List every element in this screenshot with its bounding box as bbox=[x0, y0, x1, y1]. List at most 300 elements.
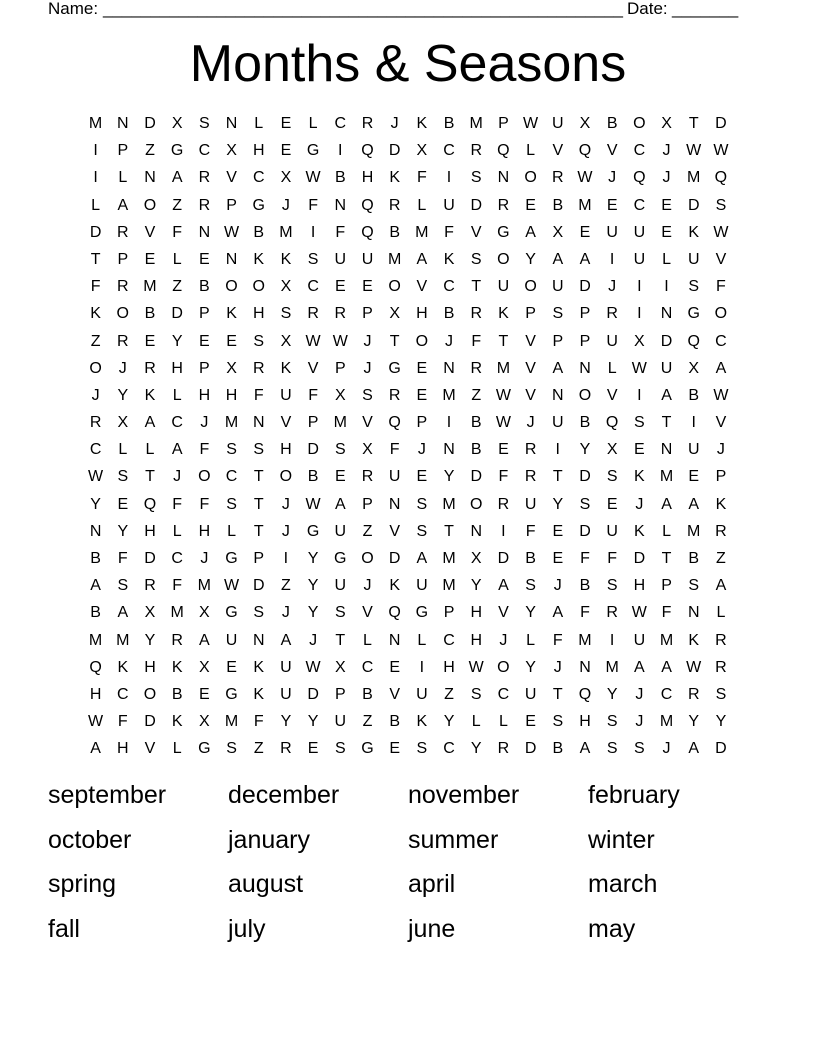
grid-cell: V bbox=[144, 740, 156, 758]
grid-cell: F bbox=[552, 631, 563, 649]
grid-cell: I bbox=[637, 278, 642, 296]
grid-cell: R bbox=[524, 441, 537, 459]
grid-cell: O bbox=[578, 386, 592, 404]
grid-cell: H bbox=[280, 441, 292, 459]
grid-cell: E bbox=[362, 278, 373, 296]
grid-cell: T bbox=[90, 250, 101, 268]
grid-cell: S bbox=[280, 305, 292, 323]
grid-cell: L bbox=[526, 142, 536, 160]
grid-cell: Z bbox=[145, 142, 155, 160]
grid-cell: D bbox=[89, 223, 102, 241]
grid-cell: J bbox=[716, 441, 725, 459]
grid-cell: J bbox=[91, 386, 100, 404]
grid-cell: B bbox=[362, 685, 373, 703]
grid-cell: B bbox=[443, 305, 455, 323]
grid-cell: J bbox=[553, 658, 562, 676]
grid-cell: O bbox=[633, 115, 646, 132]
grid-cell: L bbox=[118, 169, 128, 187]
grid-cell: H bbox=[89, 685, 102, 703]
grid-cell: G bbox=[225, 550, 238, 567]
grid-cell: X bbox=[117, 414, 129, 432]
grid-cell: K bbox=[280, 359, 292, 377]
grid-cell: D bbox=[579, 522, 591, 540]
grid-cell: E bbox=[416, 386, 428, 404]
grid-cell: B bbox=[552, 196, 564, 214]
grid-cell: H bbox=[198, 522, 211, 540]
grid-cell: B bbox=[90, 604, 101, 622]
grid-cell: X bbox=[199, 604, 210, 622]
grid-cell: N bbox=[660, 305, 673, 323]
grid-cell: D bbox=[470, 468, 482, 486]
grid-cell: U bbox=[280, 658, 292, 676]
grid-cell: N bbox=[443, 359, 455, 377]
grid-cell: G bbox=[306, 142, 320, 160]
grid-cell: M bbox=[659, 631, 674, 649]
grid-cell: J bbox=[363, 359, 372, 377]
grid-cell: A bbox=[498, 577, 509, 595]
grid-cell: R bbox=[89, 414, 102, 432]
grid-cell: S bbox=[416, 740, 428, 758]
grid-cell: P bbox=[307, 414, 319, 432]
grid-cell: I bbox=[446, 414, 452, 432]
grid-cell: Y bbox=[171, 332, 183, 350]
grid-cell: E bbox=[606, 196, 618, 214]
grid-cell: G bbox=[225, 604, 238, 622]
grid-cell: J bbox=[200, 550, 209, 567]
grid-cell: M bbox=[578, 631, 592, 649]
grid-cell: O bbox=[469, 495, 483, 513]
grid-cell: N bbox=[443, 441, 455, 459]
grid-cell: U bbox=[633, 223, 646, 241]
grid-cell: K bbox=[416, 115, 428, 132]
grid-cell: S bbox=[253, 441, 265, 459]
grid-cell: U bbox=[280, 386, 292, 404]
grid-cell: O bbox=[225, 278, 238, 296]
grid-cell: J bbox=[390, 115, 399, 132]
grid-cell: Z bbox=[444, 685, 454, 703]
grid-cell: E bbox=[688, 468, 700, 486]
grid-cell: D bbox=[171, 305, 183, 323]
word-bank-item: october bbox=[48, 825, 132, 854]
grid-cell: V bbox=[144, 223, 156, 241]
grid-cell: L bbox=[417, 196, 427, 214]
grid-cell: F bbox=[199, 441, 210, 459]
grid-cell: W bbox=[686, 142, 702, 160]
grid-cell: Y bbox=[688, 713, 700, 731]
grid-cell: E bbox=[552, 522, 564, 540]
grid-cell: Q bbox=[361, 142, 374, 160]
grid-cell: I bbox=[501, 522, 506, 540]
grid-cell: R bbox=[144, 359, 156, 377]
grid-cell: B bbox=[552, 740, 564, 758]
grid-cell: A bbox=[715, 577, 727, 595]
grid-cell: M bbox=[197, 577, 211, 595]
grid-cell: S bbox=[117, 577, 129, 595]
grid-cell: R bbox=[117, 223, 129, 241]
grid-cell: A bbox=[715, 359, 727, 377]
grid-cell: A bbox=[688, 740, 700, 758]
grid-cell: T bbox=[389, 332, 400, 350]
grid-cell: J bbox=[553, 577, 562, 595]
grid-cell: K bbox=[144, 386, 156, 404]
word-bank-item: march bbox=[588, 870, 658, 898]
grid-cell: X bbox=[470, 550, 482, 567]
grid-cell: J bbox=[281, 604, 290, 622]
grid-cell: T bbox=[552, 685, 563, 703]
grid-cell: M bbox=[333, 414, 347, 432]
grid-cell: C bbox=[171, 414, 183, 432]
grid-cell: D bbox=[144, 550, 156, 567]
grid-cell: W bbox=[631, 604, 647, 622]
grid-cell: W bbox=[713, 386, 729, 404]
grid-cell: F bbox=[580, 604, 590, 622]
grid-cell: P bbox=[579, 305, 591, 323]
word-bank-item: summer bbox=[408, 825, 499, 854]
grid-cell: W bbox=[88, 468, 104, 486]
grid-cell: S bbox=[334, 604, 346, 622]
grid-cell: S bbox=[606, 740, 618, 758]
grid-cell: M bbox=[578, 196, 592, 214]
grid-cell: A bbox=[171, 169, 183, 187]
grid-cell: U bbox=[524, 495, 537, 513]
grid-cell: E bbox=[661, 196, 672, 214]
grid-cell: O bbox=[497, 658, 510, 676]
grid-cell: N bbox=[252, 631, 265, 649]
grid-cell: P bbox=[579, 332, 591, 350]
grid-cell: M bbox=[687, 522, 701, 540]
grid-cell: A bbox=[117, 196, 129, 214]
grid-cell: A bbox=[552, 604, 564, 622]
grid-cell: W bbox=[523, 115, 539, 132]
grid-cell: R bbox=[606, 604, 618, 622]
grid-cell: N bbox=[470, 522, 482, 540]
grid-cell: A bbox=[634, 658, 645, 676]
grid-cell: R bbox=[198, 196, 211, 214]
grid-cell: Y bbox=[307, 604, 319, 622]
grid-cell: L bbox=[145, 441, 155, 459]
grid-cell: M bbox=[387, 250, 402, 268]
grid-cell: W bbox=[332, 332, 348, 350]
grid-cell: Y bbox=[470, 740, 482, 758]
grid-cell: G bbox=[497, 223, 510, 241]
grid-cell: P bbox=[362, 305, 373, 323]
grid-cell: J bbox=[662, 740, 671, 758]
grid-cell: U bbox=[334, 713, 347, 731]
grid-cell: H bbox=[117, 740, 129, 758]
grid-cell: L bbox=[498, 713, 508, 731]
grid-cell: A bbox=[144, 414, 156, 432]
grid-cell: Y bbox=[715, 713, 727, 731]
grid-cell: R bbox=[470, 142, 482, 160]
grid-cell: S bbox=[117, 468, 129, 486]
grid-cell: C bbox=[334, 115, 347, 132]
grid-cell: X bbox=[226, 359, 237, 377]
grid-cell: S bbox=[688, 278, 700, 296]
grid-cell: I bbox=[419, 658, 425, 676]
grid-cell: Y bbox=[443, 713, 455, 731]
grid-cell: J bbox=[526, 414, 535, 432]
grid-cell: M bbox=[442, 577, 456, 595]
grid-cell: R bbox=[361, 468, 374, 486]
grid-cell: O bbox=[497, 250, 510, 268]
grid-cell: J bbox=[635, 713, 644, 731]
grid-cell: R bbox=[715, 658, 727, 676]
grid-cell: F bbox=[172, 495, 183, 513]
grid-cell: V bbox=[362, 604, 373, 622]
grid-cell: I bbox=[609, 250, 615, 268]
grid-cell: F bbox=[308, 196, 318, 214]
grid-cell: J bbox=[662, 169, 671, 187]
grid-cell: U bbox=[687, 441, 700, 459]
grid-cell: X bbox=[389, 305, 400, 323]
grid-cell: P bbox=[362, 495, 373, 513]
grid-cell: F bbox=[498, 468, 509, 486]
grid-cell: X bbox=[280, 278, 292, 296]
grid-cell: K bbox=[389, 169, 400, 187]
grid-cell: R bbox=[552, 169, 564, 187]
grid-cell: U bbox=[388, 468, 401, 486]
grid-cell: E bbox=[498, 441, 509, 459]
grid-cell: C bbox=[660, 685, 673, 703]
word-bank-item: august bbox=[228, 870, 304, 898]
grid-cell: E bbox=[552, 550, 564, 567]
grid-cell: X bbox=[579, 115, 591, 132]
grid-cell: V bbox=[362, 414, 373, 432]
grid-cell: R bbox=[470, 305, 482, 323]
grid-cell: K bbox=[253, 658, 265, 676]
grid-cell: F bbox=[580, 550, 590, 567]
grid-cell: B bbox=[579, 577, 591, 595]
grid-cell: D bbox=[687, 196, 700, 214]
grid-cell: I bbox=[310, 223, 316, 241]
word-bank-item: fall bbox=[48, 914, 80, 943]
grid-cell: F bbox=[172, 223, 183, 241]
grid-cell: A bbox=[552, 250, 564, 268]
grid-cell: Z bbox=[172, 196, 183, 214]
grid-cell: Q bbox=[605, 414, 619, 432]
grid-cell: C bbox=[171, 550, 183, 567]
grid-cell: G bbox=[361, 740, 374, 758]
grid-cell: U bbox=[660, 359, 673, 377]
grid-cell: H bbox=[470, 631, 482, 649]
grid-cell: J bbox=[499, 631, 508, 649]
grid-cell: Y bbox=[525, 604, 536, 622]
grid-cell: Q bbox=[143, 495, 157, 513]
grid-cell: K bbox=[171, 713, 183, 731]
grid-cell: S bbox=[416, 495, 428, 513]
grid-cell: N bbox=[388, 631, 401, 649]
grid-cell: X bbox=[144, 604, 156, 622]
grid-cell: T bbox=[253, 468, 264, 486]
grid-cell: B bbox=[688, 386, 700, 404]
grid-cell: S bbox=[634, 740, 645, 758]
grid-cell: W bbox=[713, 223, 729, 241]
grid-cell: L bbox=[662, 522, 671, 540]
grid-cell: Y bbox=[307, 713, 319, 731]
grid-cell: E bbox=[525, 713, 536, 731]
grid-cell: Y bbox=[552, 495, 564, 513]
grid-cell: L bbox=[308, 115, 318, 132]
grid-cell: K bbox=[443, 250, 455, 268]
grid-cell: C bbox=[117, 685, 129, 703]
grid-cell: D bbox=[388, 142, 401, 160]
grid-cell: Y bbox=[280, 713, 292, 731]
word-bank-item: january bbox=[228, 825, 310, 854]
grid-cell: I bbox=[446, 169, 452, 187]
grid-cell: U bbox=[633, 631, 646, 649]
grid-cell: U bbox=[606, 223, 618, 241]
grid-cell: L bbox=[118, 441, 128, 459]
name-label: Name: bbox=[48, 0, 99, 18]
grid-cell: S bbox=[606, 468, 618, 486]
grid-cell: U bbox=[687, 250, 700, 268]
grid-cell: J bbox=[445, 332, 454, 350]
grid-cell: U bbox=[225, 631, 238, 649]
grid-cell: M bbox=[687, 169, 701, 187]
grid-cell: H bbox=[252, 142, 265, 160]
grid-cell: D bbox=[660, 332, 673, 350]
grid-cell: B bbox=[688, 550, 700, 567]
grid-cell: S bbox=[715, 196, 727, 214]
grid-cell: M bbox=[224, 414, 239, 432]
grid-cell: N bbox=[334, 196, 347, 214]
grid-cell: D bbox=[715, 740, 727, 758]
grid-cell: E bbox=[416, 359, 428, 377]
grid-cell: A bbox=[525, 223, 536, 241]
grid-cell: S bbox=[307, 250, 319, 268]
grid-cell: V bbox=[525, 386, 536, 404]
grid-cell: P bbox=[443, 604, 455, 622]
grid-cell: F bbox=[90, 278, 101, 296]
grid-cell: G bbox=[687, 305, 700, 323]
grid-cell: I bbox=[664, 278, 669, 296]
grid-cell: T bbox=[688, 115, 699, 132]
word-bank-item: july bbox=[228, 914, 266, 943]
grid-cell: D bbox=[633, 550, 646, 567]
grid-cell: R bbox=[361, 115, 374, 132]
grid-cell: M bbox=[659, 468, 674, 486]
grid-cell: N bbox=[89, 522, 102, 540]
grid-cell: S bbox=[199, 115, 210, 132]
grid-cell: C bbox=[633, 196, 646, 214]
grid-cell: O bbox=[388, 278, 401, 296]
grid-cell: Q bbox=[714, 169, 728, 187]
word-bank-item: february bbox=[588, 781, 680, 809]
grid-cell: F bbox=[525, 522, 536, 540]
grid-cell: R bbox=[198, 169, 211, 187]
grid-cell: A bbox=[334, 495, 346, 513]
grid-cell: N bbox=[660, 441, 673, 459]
grid-cell: C bbox=[443, 740, 455, 758]
grid-cell: E bbox=[226, 658, 237, 676]
grid-cell: J bbox=[173, 468, 182, 486]
grid-cell: H bbox=[416, 305, 428, 323]
grid-cell: M bbox=[279, 223, 293, 241]
grid-cell: Y bbox=[579, 441, 591, 459]
grid-cell: T bbox=[498, 332, 509, 350]
grid-cell: S bbox=[334, 441, 346, 459]
grid-cell: E bbox=[199, 332, 210, 350]
grid-cell: M bbox=[88, 631, 103, 649]
word-bank-item: spring bbox=[48, 870, 117, 898]
grid-cell: M bbox=[116, 631, 130, 649]
grid-cell: U bbox=[633, 250, 646, 268]
grid-cell: K bbox=[253, 250, 265, 268]
grid-cell: F bbox=[199, 495, 210, 513]
grid-cell: V bbox=[552, 142, 564, 160]
grid-cell: V bbox=[715, 250, 727, 268]
grid-cell: E bbox=[307, 740, 319, 758]
grid-cell: G bbox=[225, 685, 238, 703]
grid-cell: M bbox=[442, 550, 456, 567]
grid-cell: N bbox=[388, 495, 401, 513]
grid-cell: J bbox=[662, 142, 671, 160]
grid-cell: Y bbox=[525, 250, 536, 268]
grid-cell: D bbox=[307, 685, 319, 703]
grid-cell: B bbox=[253, 223, 265, 241]
grid-cell: M bbox=[496, 359, 511, 377]
grid-cell: V bbox=[498, 604, 509, 622]
grid-cell: E bbox=[416, 468, 428, 486]
grid-cell: Z bbox=[253, 740, 264, 758]
grid-cell: U bbox=[497, 278, 510, 296]
grid-cell: G bbox=[252, 196, 265, 214]
grid-cell: P bbox=[199, 359, 210, 377]
name-blank-line: _______________________________________________________ bbox=[103, 0, 624, 18]
grid-cell: L bbox=[526, 631, 536, 649]
grid-cell: M bbox=[415, 223, 429, 241]
grid-cell: T bbox=[661, 550, 672, 567]
grid-cell: Y bbox=[117, 522, 129, 540]
grid-cell: K bbox=[117, 658, 129, 676]
grid-cell: O bbox=[524, 278, 537, 296]
grid-cell: A bbox=[552, 359, 564, 377]
grid-cell: Z bbox=[172, 278, 183, 296]
grid-cell: Y bbox=[307, 577, 319, 595]
grid-cell: B bbox=[90, 550, 101, 567]
grid-cell: S bbox=[606, 577, 618, 595]
grid-cell: F bbox=[308, 386, 318, 404]
grid-cell: L bbox=[91, 196, 101, 214]
grid-cell: R bbox=[307, 305, 319, 323]
grid-cell: G bbox=[415, 604, 429, 622]
grid-cell: S bbox=[552, 305, 564, 323]
grid-cell: G bbox=[334, 550, 347, 567]
grid-cell: V bbox=[280, 414, 292, 432]
grid-cell: T bbox=[471, 278, 482, 296]
grid-cell: C bbox=[715, 332, 727, 350]
grid-cell: L bbox=[607, 359, 617, 377]
grid-cell: C bbox=[361, 658, 374, 676]
grid-cell: J bbox=[635, 495, 644, 513]
grid-cell: A bbox=[416, 550, 428, 567]
grid-cell: S bbox=[226, 495, 237, 513]
grid-cell: U bbox=[443, 196, 455, 214]
grid-cell: F bbox=[471, 332, 482, 350]
grid-cell: N bbox=[225, 115, 238, 132]
grid-cell: Y bbox=[307, 550, 319, 567]
grid-cell: D bbox=[144, 115, 156, 132]
grid-cell: R bbox=[470, 359, 482, 377]
grid-cell: Y bbox=[117, 386, 129, 404]
grid-cell: N bbox=[198, 223, 211, 241]
grid-cell: F bbox=[253, 386, 264, 404]
grid-cell: U bbox=[334, 250, 347, 268]
grid-cell: S bbox=[253, 604, 265, 622]
grid-cell: Y bbox=[606, 685, 618, 703]
grid-cell: E bbox=[144, 332, 156, 350]
grid-cell: F bbox=[444, 223, 454, 241]
